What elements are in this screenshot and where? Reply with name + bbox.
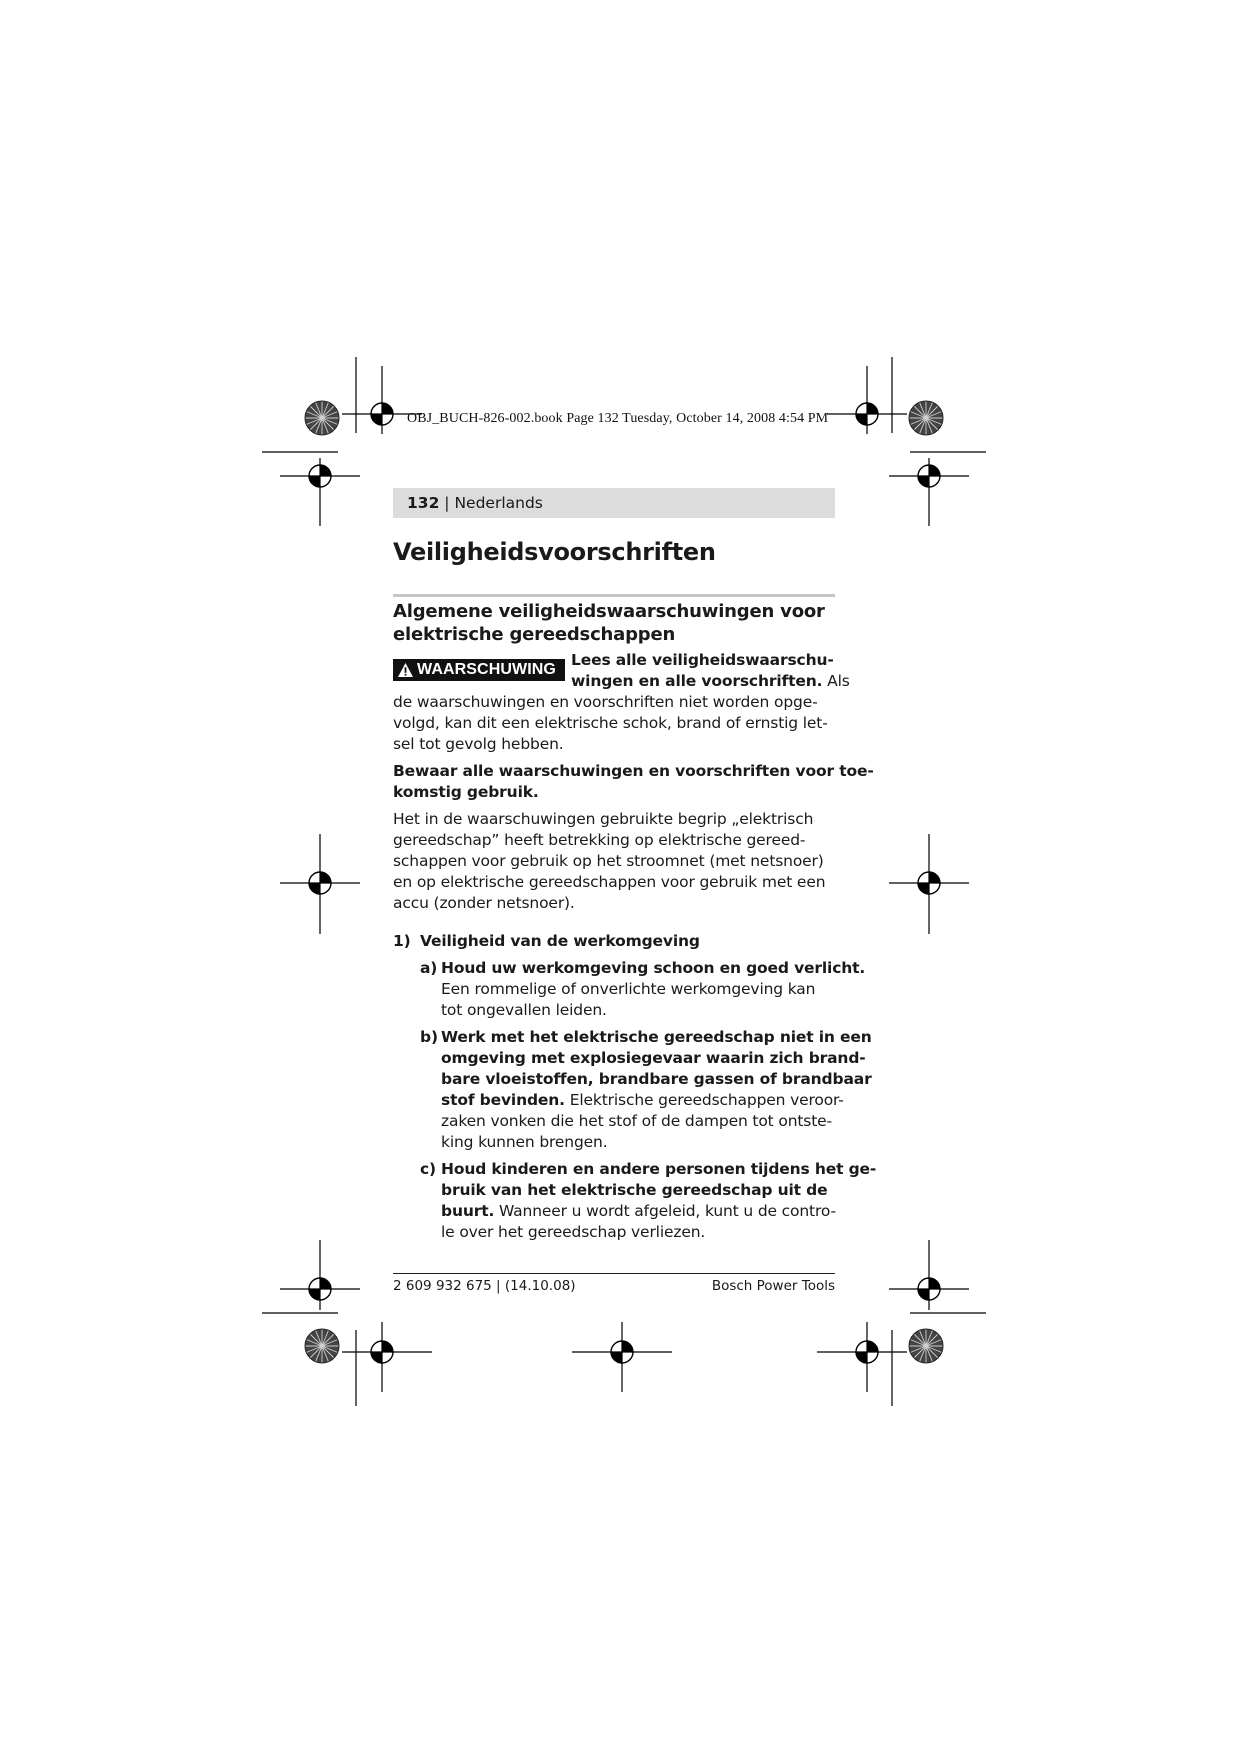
section-rule [393, 594, 835, 597]
item-text-line: Een rommelige of onverlichte werkomgeving kan [441, 980, 816, 998]
subtitle-line: Algemene veiligheidswaarschuwingen voor [393, 601, 825, 622]
warning-text: Als [822, 672, 850, 690]
warning-bold-line [571, 671, 850, 692]
footer-brand: Bosch Power Tools [711, 1278, 835, 1294]
section-number: 1) [393, 932, 411, 950]
item-label: b) [420, 1028, 438, 1046]
warning-triangle-icon [397, 662, 414, 678]
warning-label: WAARSCHUWING [417, 661, 556, 678]
item-text: Wanneer u wordt afgeleid, kunt u de contro- [494, 1202, 836, 1220]
warning-bold-line [571, 650, 834, 671]
definition-line: Het in de waarschuwingen gebruikte begrip „elektrisch [393, 810, 814, 828]
item-bold-text: buurt. [441, 1202, 495, 1220]
section-title: Veiligheid van de werkomgeving [420, 932, 700, 950]
item-bold-line: omgeving met explosiegevaar waarin zich brand- [441, 1049, 866, 1067]
item-text-line: le over het gereedschap verliezen. [441, 1223, 706, 1241]
section-subtitle [393, 600, 843, 646]
item-text-line: king kunnen brengen. [441, 1133, 608, 1151]
header-language: Nederlands [454, 494, 543, 512]
subtitle-line: elektrische gereedschappen [393, 624, 676, 645]
warning-bold-text: Lees alle veiligheidswaarschu- [571, 651, 834, 669]
item-text-line: tot ongevallen leiden. [441, 1001, 607, 1019]
definition-line: accu (zonder netsnoer). [393, 894, 575, 912]
warning-badge [393, 659, 565, 681]
page-number: 132 [407, 494, 440, 512]
keep-notice-line: Bewaar alle waarschuwingen en voorschriften voor toe- [393, 762, 874, 780]
item-bold-line: Houd kinderen en andere personen tijdens het ge- [441, 1160, 877, 1178]
print-slug-line: OBJ_BUCH-826-002.book Page 132 Tuesday, October 14, 2008 4:54 PM [407, 411, 829, 426]
footer-rule [393, 1273, 835, 1274]
item-bold-line: bruik van het elektrische gereedschap uit de [441, 1181, 828, 1199]
item-text-line: zaken vonken die het stof of de dampen tot ontste- [441, 1112, 832, 1130]
item-mixed-line [441, 1090, 844, 1111]
item-bold-text: stof bevinden. [441, 1091, 565, 1109]
warning-text-line: volgd, kan dit een elektrische schok, brand of ernstig let- [393, 714, 828, 732]
item-text: Elektrische gereedschappen veroor- [564, 1091, 844, 1109]
definition-line: gereedschap” heeft betrekking op elektrische gereed- [393, 831, 806, 849]
definition-line: en op elektrische gereedschappen voor gebruik met een [393, 873, 826, 891]
item-bold-line: Werk met het elektrische gereedschap niet in een [441, 1028, 872, 1046]
definition-line: schappen voor gebruik op het stroomnet (met netsnoer) [393, 852, 824, 870]
warning-bold-text: wingen en alle voorschriften. [571, 672, 823, 690]
item-mixed-line [441, 1201, 836, 1222]
warning-text-line: sel tot gevolg hebben. [393, 735, 564, 753]
keep-notice-line: komstig gebruik. [393, 783, 539, 801]
item-bold-line: Houd uw werkomgeving schoon en goed verlicht. [441, 959, 866, 977]
warning-text-line: de waarschuwingen en voorschriften niet worden opge- [393, 693, 818, 711]
item-label: a) [420, 959, 438, 977]
page-header [393, 488, 835, 518]
item-label: c) [420, 1160, 436, 1178]
page-title: Veiligheidsvoorschriften [393, 538, 716, 566]
item-bold-line: bare vloeistoffen, brandbare gassen of brandbaar [441, 1070, 872, 1088]
header-separator: | [439, 494, 455, 512]
footer-doc-number: 2 609 932 675 | (14.10.08) [393, 1278, 576, 1294]
